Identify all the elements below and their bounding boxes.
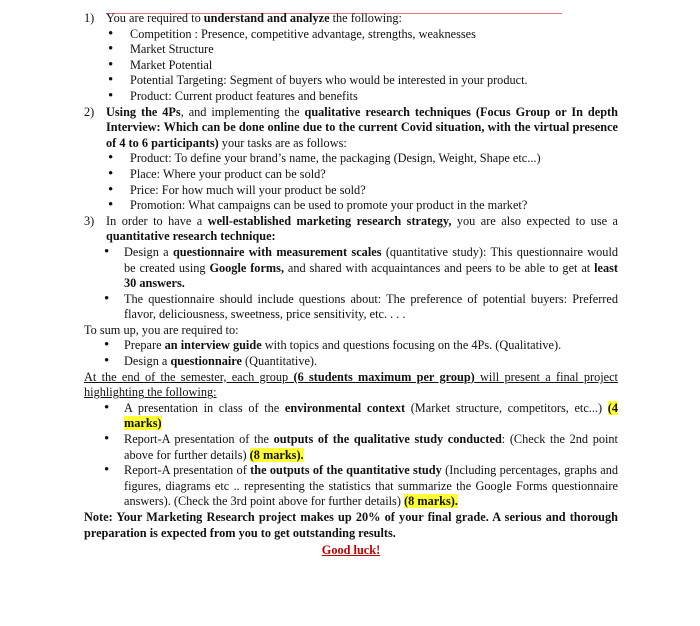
- final-project-list: [84, 401, 618, 510]
- assignment-content: [84, 11, 618, 559]
- sumup-intro: To sum up, you are required to:: [84, 322, 239, 337]
- list-item: • Prepare an interview guide with topics and questions focusing on the 4Ps. (Qualitative).: [84, 338, 618, 354]
- list-item: • Potential Targeting: Segment of buyers who would be interested in your product.: [84, 73, 618, 89]
- section-3-number: 3): [84, 213, 95, 228]
- note: Note: Your Marketing Research project makes up 20% of your final grade. A serious and thorough preparation is expected from you to get outstanding results.: [84, 510, 618, 540]
- section-1-list: [84, 27, 618, 105]
- list-item: • Competition : Presence, competitive advantage, strengths, weaknesses: [84, 27, 618, 43]
- list-item: • A presentation in class of the environmental context (Market structure, competitors, etc...) (4 marks): [84, 401, 618, 432]
- list-item: • Market Structure: [84, 42, 618, 58]
- sumup-list: [84, 338, 618, 369]
- list-item: • Report-A presentation of the outputs of the quantitative study (Including percentages, graphs and figures, diagrams etc .. representing the statistics that summarize the Google Forms questionnaire answers). (Check the 3rd point above for further details) (8 marks).: [84, 463, 618, 510]
- list-item: • Promotion: What campaigns can be used to promote your product in the market?: [84, 198, 618, 214]
- list-item: • Product: To define your brand’s name, the packaging (Design, Weight, Shape etc...): [84, 151, 618, 167]
- list-item: • Product: Current product features and benefits: [84, 89, 618, 105]
- section-1: 1) You are required to understand and analyze the following:: [84, 11, 402, 25]
- marks-badge: (8 marks).: [249, 447, 304, 462]
- section-1-number: 1): [84, 11, 95, 25]
- list-item: • Design a questionnaire with measurement scales (quantitative study): This questionnaire would be created using Google forms, and shared with acquaintances and peers to be able to get at least 30 answers.: [84, 245, 618, 292]
- section-3-list: [84, 245, 618, 323]
- list-item: • Place: Where your product can be sold?: [84, 167, 618, 183]
- section-2: 2) Using the 4Ps, and implementing the qualitative research techniques (Focus Group or In depth Interview: Which can be done online due to the current Covid situation, with the virtual presence of 4 to 6 participants) your tasks are as follows:: [84, 104, 618, 150]
- section-2-number: 2): [84, 104, 95, 119]
- list-item: • Report-A presentation of the outputs of the qualitative study conducted: (Check the 2nd point above for further details) (8 marks).: [84, 432, 618, 463]
- list-item: • The questionnaire should include questions about: The preference of potential buyers: Preferred flavor, deliciousness, sweetness, price sensitivity, etc. . . .: [84, 292, 618, 323]
- list-item: • Market Potential: [84, 58, 618, 74]
- final-project-intro: At the end of the semester, each group (6 students maximum per group) will present a final project highlighting the following:: [84, 369, 618, 400]
- section-2-list: [84, 151, 618, 213]
- list-item: • Price: For how much will your product be sold?: [84, 183, 618, 199]
- marks-badge: (4 marks): [124, 400, 618, 431]
- section-3: 3) In order to have a well-established marketing research strategy, you are also expected to use a quantitative research technique:: [84, 213, 618, 244]
- list-item: • Design a questionnaire (Quantitative).: [84, 354, 618, 370]
- closing: Good luck!: [321, 543, 381, 558]
- marks-badge: (8 marks).: [404, 494, 458, 509]
